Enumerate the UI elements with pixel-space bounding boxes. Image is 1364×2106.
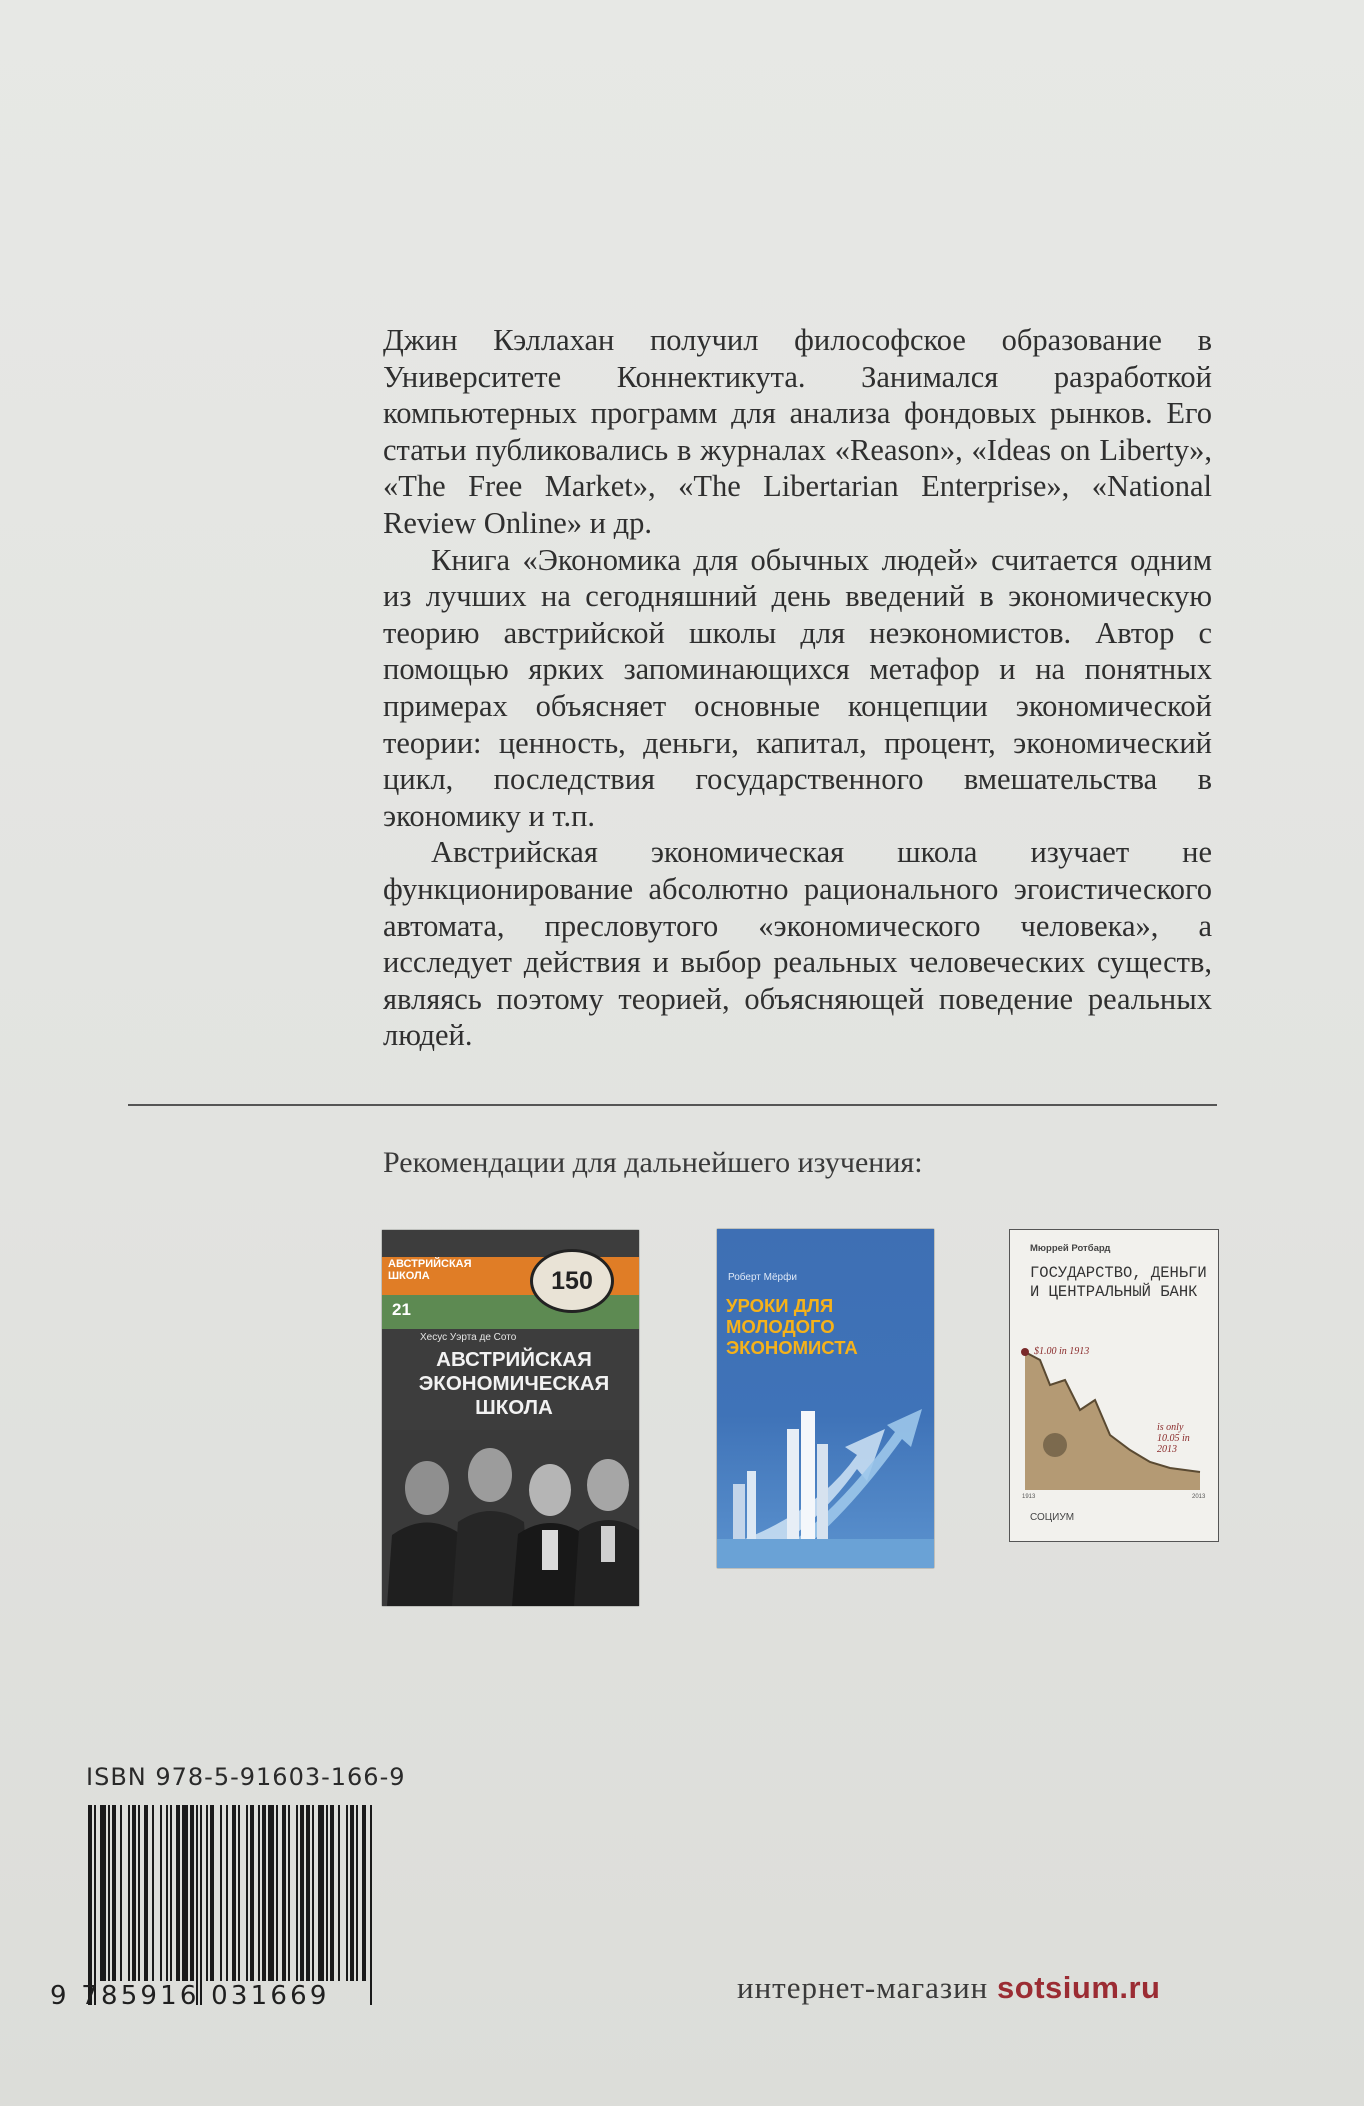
barcode-bar — [196, 1805, 198, 2005]
barcode-bar — [128, 1805, 130, 1981]
chart-bottom-label — [1157, 1422, 1192, 1455]
book-author: Хесус Уэрта де Сото — [420, 1332, 517, 1343]
year-end: 2013 — [1192, 1494, 1206, 1500]
chart-top-label: $1.00 in 1913 — [1034, 1346, 1090, 1357]
book-cover-lessons — [717, 1229, 934, 1568]
barcode-bar — [370, 1805, 372, 2005]
barcode-bar — [120, 1805, 122, 1981]
barcode-digits: 9 785916 031669 — [50, 1981, 330, 2011]
barcode-bar — [296, 1805, 298, 1981]
barcode-bar — [138, 1805, 140, 1981]
barcode-bar — [312, 1805, 314, 1981]
barcode-bar — [318, 1805, 324, 1981]
barcode-bar — [282, 1805, 286, 1981]
barcode-bar — [356, 1805, 358, 1981]
barcode-bar — [250, 1805, 254, 1981]
skyline-arrow-illustration — [717, 1389, 934, 1568]
about-paragraph-3: Австрийская экономическая школа изучает не функционирование абсолютно рационального эгоистического автомата, пресловутого «экономического человека», а исследует действия и выбор реальных человеческих существ, являясь поэтому теорией, объясняющей поведение реальных людей. — [383, 835, 1212, 1053]
dollar-decline-chart-illustration — [1010, 1340, 1218, 1500]
barcode-bar — [200, 1805, 202, 2005]
barcode-bar — [288, 1805, 290, 1981]
barcode-bar — [238, 1805, 240, 1981]
barcode-bar — [220, 1805, 222, 1981]
book-author: Мюррей Ротбард — [1030, 1243, 1111, 1254]
chart-bottom-line-2: 10.05 in — [1157, 1433, 1190, 1444]
publisher-logo: СОЦИУМ — [1030, 1512, 1075, 1523]
about-paragraph-1: Джин Кэллахан получил философское образование в Университете Коннектикута. Занимался разработкой компьютерных программ для анализа фондовых рынков. Его статьи публиковались в журналах «Reason», «Ideas on Liberty», «The Free Market», «The Libertarian Enterprise», «National Review Online» и др. — [383, 323, 1212, 540]
book-title: АВСТРИЙСКАЯ ЭКОНОМИЧЕСКАЯ ШКОЛА — [418, 1348, 610, 1419]
barcode-bar — [170, 1805, 172, 1981]
barcode-bar — [346, 1805, 348, 1981]
barcode-bar — [276, 1805, 278, 1981]
barcode-bar — [190, 1805, 194, 1981]
barcode-bar — [226, 1805, 228, 1981]
barcode-bar — [258, 1805, 260, 1981]
barcode-bar — [210, 1805, 214, 1981]
about-text — [383, 322, 1212, 1054]
book-title: УРОКИ ДЛЯ МОЛОДОГО ЭКОНОМИСТА — [726, 1295, 858, 1358]
barcode-bar — [268, 1805, 274, 1981]
barcode-bar — [160, 1805, 162, 1981]
series-label: АВСТРИЙСКАЯ ШКОЛА — [388, 1258, 472, 1282]
shop-line — [737, 1970, 1161, 2006]
barcode-bar — [112, 1805, 116, 1981]
barcode-bar — [350, 1805, 354, 1981]
barcode-bar — [232, 1805, 236, 1981]
barcode-bar — [306, 1805, 310, 1981]
barcode-bar — [144, 1805, 148, 1981]
isbn-text: ISBN 978-5-91603-166-9 — [86, 1763, 406, 1791]
shop-site-link[interactable]: sotsium.ru — [997, 1970, 1161, 2005]
divider — [128, 1104, 1217, 1106]
shop-label: интернет-магазин — [737, 1970, 989, 2005]
chart-bottom-line-3: 2013 — [1157, 1444, 1177, 1455]
book-author: Роберт Мёрфи — [728, 1272, 797, 1283]
anniversary-badge: 150 — [530, 1249, 614, 1313]
year-start: 1913 — [1022, 1494, 1036, 1500]
about-paragraph-2: Книга «Экономика для обычных людей» считается одним из лучших на сегодняшний день введений в экономическую теорию австрийской школы для неэкономистов. Автор с помощью ярких запоминающихся метафор и на понятных примерах объясняет основные концепции экономической теории: ценность, деньги, капитал, процент, экономический цикл, последствия государственного вмешательства в экономику и т.п. — [383, 542, 1212, 833]
barcode-bar — [206, 1805, 208, 1981]
barcode-bar — [88, 1805, 92, 2005]
chart-bottom-line-1: is only — [1157, 1422, 1184, 1433]
barcode-bar — [94, 1805, 96, 2005]
barcode-bar — [176, 1805, 180, 1981]
economists-portrait-photo — [382, 1430, 639, 1606]
barcode-bar — [326, 1805, 328, 1981]
series-number: 21 — [392, 1300, 411, 1319]
barcode-bar — [262, 1805, 266, 1981]
barcode-bar — [300, 1805, 304, 1981]
book-title: ГОСУДАРСТВО, ДЕНЬГИ И ЦЕНТРАЛЬНЫЙ БАНК — [1030, 1264, 1207, 1301]
barcode-bar — [152, 1805, 154, 1981]
barcode-bar — [166, 1805, 168, 1981]
barcode-bar — [132, 1805, 136, 1981]
book-cover-austrian-school — [382, 1230, 639, 1606]
recommendations-title: Рекомендации для дальнейшего изучения: — [383, 1146, 923, 1179]
barcode-bar — [338, 1805, 340, 1981]
barcode-bar — [182, 1805, 188, 1981]
book-cover-state-money — [1009, 1229, 1219, 1542]
barcode-bar — [330, 1805, 334, 1981]
barcode-bar — [108, 1805, 110, 1981]
barcode-bar — [362, 1805, 366, 1981]
barcode-bar — [246, 1805, 248, 1981]
barcode-bar — [100, 1805, 106, 1981]
